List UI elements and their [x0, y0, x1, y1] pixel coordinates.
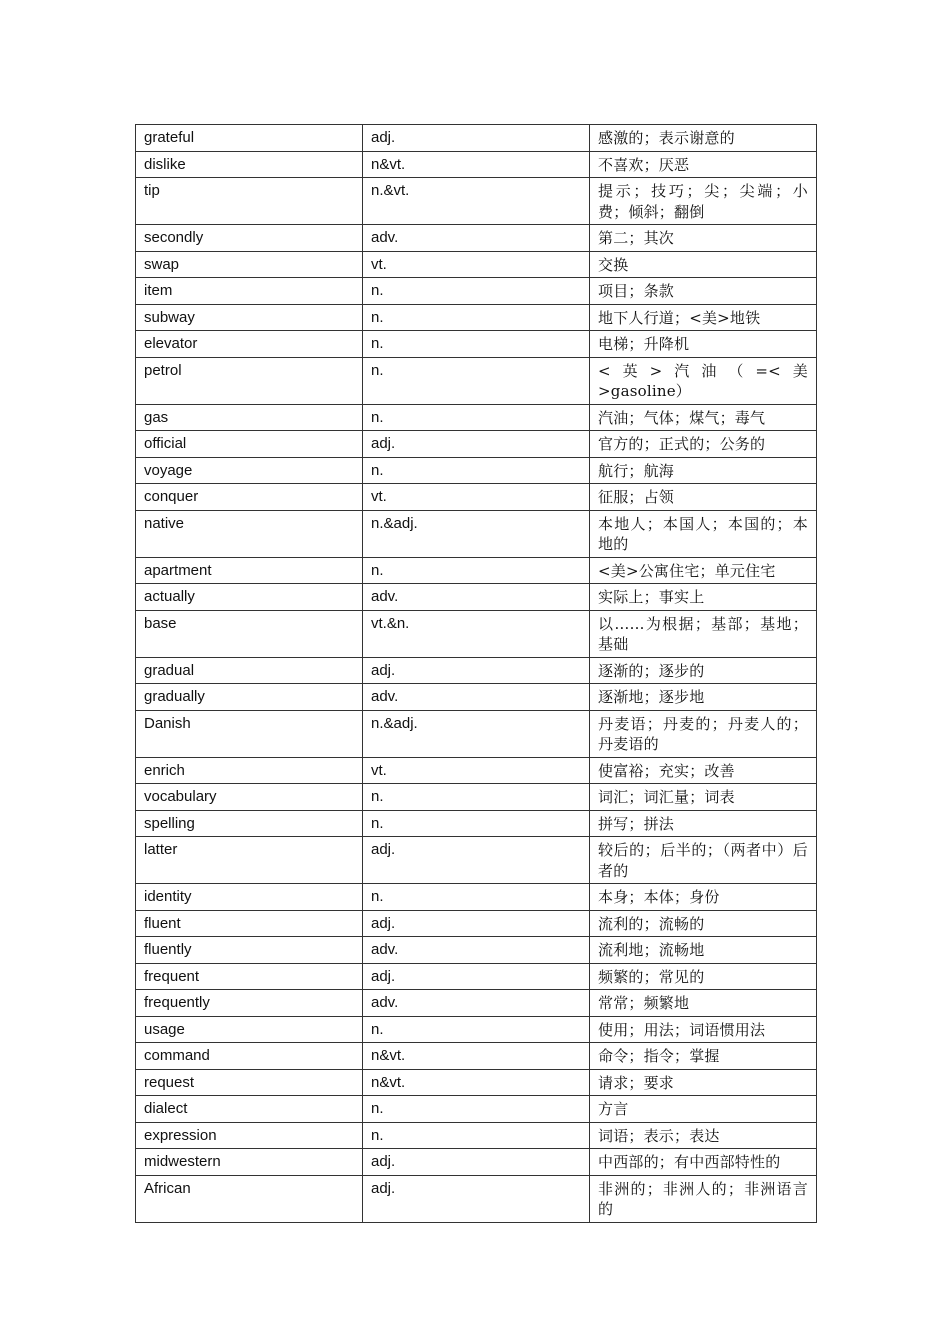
meaning-cell: 项目；条款: [590, 278, 817, 305]
meaning-cell: 汽油；气体；煤气；毒气: [590, 404, 817, 431]
table-row: [136, 1016, 817, 1043]
part-of-speech-cell: vt.&n.: [363, 610, 590, 657]
table-row: [136, 510, 817, 557]
part-of-speech-cell: n.: [363, 1016, 590, 1043]
word-cell: official: [136, 431, 363, 458]
word-cell: petrol: [136, 357, 363, 404]
part-of-speech-cell: n.: [363, 304, 590, 331]
table-row: [136, 837, 817, 884]
table-row: [136, 125, 817, 152]
word-cell: Danish: [136, 710, 363, 757]
word-cell: African: [136, 1175, 363, 1222]
meaning-cell: 拼写；拼法: [590, 810, 817, 837]
meaning-cell: 逐渐的；逐步的: [590, 657, 817, 684]
part-of-speech-cell: adv.: [363, 990, 590, 1017]
part-of-speech-cell: adj.: [363, 431, 590, 458]
part-of-speech-cell: n.: [363, 1096, 590, 1123]
part-of-speech-cell: n.: [363, 784, 590, 811]
word-cell: grateful: [136, 125, 363, 152]
word-cell: latter: [136, 837, 363, 884]
word-cell: dialect: [136, 1096, 363, 1123]
meaning-cell: 航行；航海: [590, 457, 817, 484]
table-row: [136, 151, 817, 178]
word-cell: gradual: [136, 657, 363, 684]
table-row: [136, 225, 817, 252]
part-of-speech-cell: n.: [363, 278, 590, 305]
word-cell: identity: [136, 884, 363, 911]
word-cell: frequent: [136, 963, 363, 990]
part-of-speech-cell: vt.: [363, 484, 590, 511]
table-row: [136, 331, 817, 358]
part-of-speech-cell: n.: [363, 884, 590, 911]
meaning-cell: 流利的；流畅的: [590, 910, 817, 937]
part-of-speech-cell: n.: [363, 357, 590, 404]
word-cell: elevator: [136, 331, 363, 358]
table-row: [136, 963, 817, 990]
word-cell: tip: [136, 178, 363, 225]
table-row: [136, 1069, 817, 1096]
word-cell: secondly: [136, 225, 363, 252]
word-cell: expression: [136, 1122, 363, 1149]
meaning-cell: 地下人行道；<美>地铁: [590, 304, 817, 331]
part-of-speech-cell: adj.: [363, 1149, 590, 1176]
word-cell: usage: [136, 1016, 363, 1043]
word-cell: subway: [136, 304, 363, 331]
table-row: [136, 251, 817, 278]
table-row: [136, 1043, 817, 1070]
vocabulary-table-body: [136, 125, 817, 1223]
word-cell: apartment: [136, 557, 363, 584]
part-of-speech-cell: n.&adj.: [363, 510, 590, 557]
table-row: [136, 684, 817, 711]
table-row: [136, 404, 817, 431]
table-row: [136, 304, 817, 331]
word-cell: fluently: [136, 937, 363, 964]
word-cell: dislike: [136, 151, 363, 178]
word-cell: base: [136, 610, 363, 657]
meaning-cell: 较后的；后半的；（两者中）后者的: [590, 837, 817, 884]
meaning-cell: 使用；用法；词语惯用法: [590, 1016, 817, 1043]
table-row: [136, 990, 817, 1017]
meaning-cell: 请求；要求: [590, 1069, 817, 1096]
meaning-cell: 实际上；事实上: [590, 584, 817, 611]
part-of-speech-cell: n.: [363, 404, 590, 431]
meaning-cell: <美>公寓住宅；单元住宅: [590, 557, 817, 584]
meaning-cell: 本地人；本国人；本国的；本地的: [590, 510, 817, 557]
part-of-speech-cell: n.: [363, 810, 590, 837]
table-row: [136, 557, 817, 584]
meaning-cell: 征服；占领: [590, 484, 817, 511]
table-row: [136, 757, 817, 784]
part-of-speech-cell: adj.: [363, 963, 590, 990]
meaning-cell: 感激的；表示谢意的: [590, 125, 817, 152]
vocabulary-table: [135, 124, 817, 1223]
part-of-speech-cell: n.&adj.: [363, 710, 590, 757]
word-cell: enrich: [136, 757, 363, 784]
table-row: [136, 484, 817, 511]
part-of-speech-cell: n.: [363, 1122, 590, 1149]
meaning-cell: 不喜欢；厌恶: [590, 151, 817, 178]
table-row: [136, 1122, 817, 1149]
table-row: [136, 1175, 817, 1222]
part-of-speech-cell: n&vt.: [363, 1069, 590, 1096]
meaning-cell: 电梯；升降机: [590, 331, 817, 358]
word-cell: midwestern: [136, 1149, 363, 1176]
table-row: [136, 884, 817, 911]
meaning-cell: 以……为根据；基部；基地；基础: [590, 610, 817, 657]
part-of-speech-cell: adv.: [363, 225, 590, 252]
word-cell: gradually: [136, 684, 363, 711]
part-of-speech-cell: n.: [363, 457, 590, 484]
word-cell: gas: [136, 404, 363, 431]
table-row: [136, 178, 817, 225]
part-of-speech-cell: vt.: [363, 251, 590, 278]
word-cell: native: [136, 510, 363, 557]
part-of-speech-cell: adj.: [363, 910, 590, 937]
meaning-cell: 命令；指令；掌握: [590, 1043, 817, 1070]
table-row: [136, 1149, 817, 1176]
meaning-cell: 中西部的；有中西部特性的: [590, 1149, 817, 1176]
table-row: [136, 784, 817, 811]
part-of-speech-cell: n.: [363, 331, 590, 358]
table-row: [136, 1096, 817, 1123]
meaning-cell: 方言: [590, 1096, 817, 1123]
meaning-cell: 本身；本体；身份: [590, 884, 817, 911]
meaning-cell: 提示；技巧；尖；尖端；小费；倾斜；翻倒: [590, 178, 817, 225]
table-row: [136, 278, 817, 305]
meaning-cell: 第二；其次: [590, 225, 817, 252]
part-of-speech-cell: adj.: [363, 837, 590, 884]
word-cell: swap: [136, 251, 363, 278]
word-cell: item: [136, 278, 363, 305]
table-row: [136, 610, 817, 657]
table-row: [136, 457, 817, 484]
table-row: [136, 584, 817, 611]
table-row: [136, 810, 817, 837]
part-of-speech-cell: n.: [363, 557, 590, 584]
word-cell: frequently: [136, 990, 363, 1017]
part-of-speech-cell: adj.: [363, 1175, 590, 1222]
word-cell: fluent: [136, 910, 363, 937]
table-row: [136, 431, 817, 458]
meaning-cell: 非洲的；非洲人的；非洲语言的: [590, 1175, 817, 1222]
meaning-cell: 词汇；词汇量；词表: [590, 784, 817, 811]
table-row: [136, 357, 817, 404]
table-row: [136, 910, 817, 937]
meaning-cell: 词语；表示；表达: [590, 1122, 817, 1149]
table-row: [136, 710, 817, 757]
meaning-cell: 频繁的；常见的: [590, 963, 817, 990]
table-row: [136, 657, 817, 684]
meaning-cell: 逐渐地；逐步地: [590, 684, 817, 711]
meaning-cell: 官方的；正式的；公务的: [590, 431, 817, 458]
word-cell: vocabulary: [136, 784, 363, 811]
table-row: [136, 937, 817, 964]
meaning-cell: 流利地；流畅地: [590, 937, 817, 964]
meaning-cell: 常常；频繁地: [590, 990, 817, 1017]
word-cell: command: [136, 1043, 363, 1070]
part-of-speech-cell: adj.: [363, 125, 590, 152]
part-of-speech-cell: n&vt.: [363, 1043, 590, 1070]
part-of-speech-cell: n.&vt.: [363, 178, 590, 225]
meaning-cell: 交换: [590, 251, 817, 278]
word-cell: spelling: [136, 810, 363, 837]
word-cell: conquer: [136, 484, 363, 511]
part-of-speech-cell: adv.: [363, 584, 590, 611]
part-of-speech-cell: n&vt.: [363, 151, 590, 178]
word-cell: voyage: [136, 457, 363, 484]
meaning-cell: 丹麦语；丹麦的；丹麦人的；丹麦语的: [590, 710, 817, 757]
part-of-speech-cell: adv.: [363, 684, 590, 711]
meaning-cell: 使富裕；充实；改善: [590, 757, 817, 784]
word-cell: actually: [136, 584, 363, 611]
part-of-speech-cell: adv.: [363, 937, 590, 964]
part-of-speech-cell: adj.: [363, 657, 590, 684]
meaning-cell: <英>汽油（=<美>gasoline）: [590, 357, 817, 404]
part-of-speech-cell: vt.: [363, 757, 590, 784]
word-cell: request: [136, 1069, 363, 1096]
